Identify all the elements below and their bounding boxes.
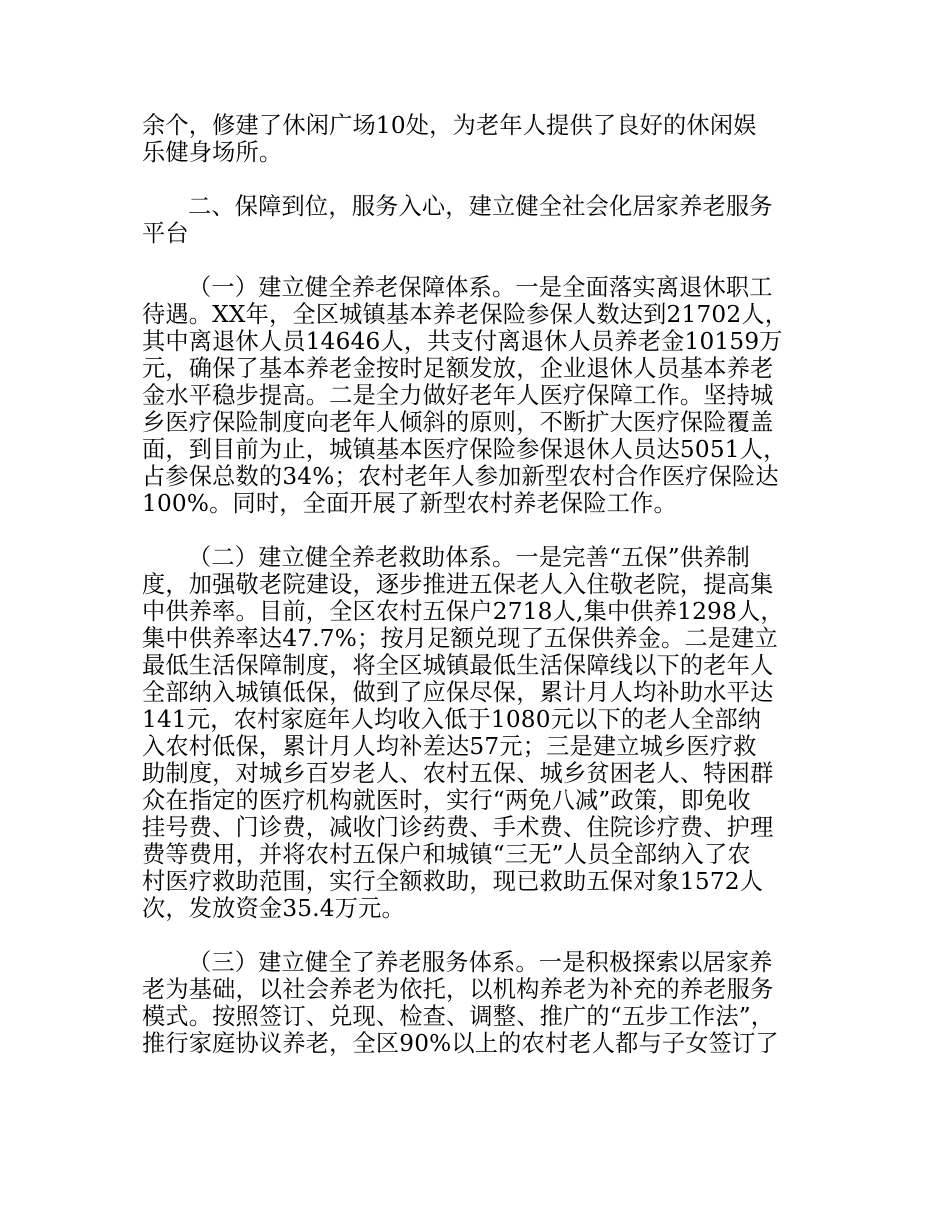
paragraph-service-system: [142, 949, 814, 1057]
text-line: 平台: [142, 220, 189, 247]
text-line: 推行家庭协议养老，全区90%以上的农村老人都与子女签订了: [142, 1030, 779, 1057]
text-line: 141元，农村家庭年人均收入低于1080元以下的老人全部纳: [142, 706, 762, 733]
text-line: 乐健身场所。: [142, 139, 283, 166]
text-line: 二、保障到位，服务入心，建立健全社会化居家养老服务: [188, 193, 773, 220]
paragraph-spacer: [142, 247, 814, 274]
text-line: 费等费用，并将农村五保户和城镇“三无”人员全部纳入了农: [142, 841, 751, 868]
text-line: 众在指定的医疗机构就医时，实行“两免八减”政策，即免收: [142, 787, 751, 814]
text-line: 集中供养率达47.7%；按月足额兑现了五保供养金。二是建立: [142, 625, 778, 652]
text-line: 最低生活保障制度，将全区城镇最低生活保障线以下的老年人: [142, 652, 774, 679]
text-line: 入农村低保，累计月人均补差达57元；三是建立城乡医疗救: [142, 733, 757, 760]
paragraph-spacer: [142, 922, 814, 949]
text-line: （一）建立健全养老保障体系。一是全面落实离退休职工: [188, 274, 773, 301]
text-line: 度，加强敬老院建设，逐步推进五保老人入住敬老院，提高集: [142, 571, 774, 598]
text-line: 面，到目前为止，城镇基本医疗保险参保退休人员达5051人，: [142, 436, 787, 463]
text-line: 余个，修建了休闲广场10处，为老年人提供了良好的休闲娱: [142, 112, 757, 139]
section-heading-two: [142, 193, 814, 247]
text-line: （三）建立健全了养老服务体系。一是积极探索以居家养: [188, 949, 773, 976]
text-line: 挂号费、门诊费，减收门诊药费、手术费、住院诊疗费、护理: [142, 814, 774, 841]
paragraph-spacer: [142, 517, 814, 544]
text-line: 100%。同时，全面开展了新型农村养老保险工作。: [142, 490, 677, 517]
paragraph-spacer: [142, 166, 814, 193]
paragraph-leisure-squares: [142, 112, 814, 166]
text-line: 占参保总数的34%；农村老年人参加新型农村合作医疗保险达: [142, 463, 779, 490]
text-line: 村医疗救助范围，实行全额救助，现已救助五保对象1572人: [142, 868, 764, 895]
text-line: （二）建立健全养老救助体系。一是完善“五保”供养制: [188, 544, 751, 571]
text-line: 老为基础，以社会养老为依托，以机构养老为补充的养老服务: [142, 976, 774, 1003]
text-line: 中供养率。目前，全区农村五保户2718人,集中供养1298人，: [142, 598, 784, 625]
text-line: 待遇。XX年，全区城镇基本养老保险参保人数达到21702人，: [142, 301, 789, 328]
text-line: 其中离退休人员14646人，共支付离退休人员养老金10159万: [142, 328, 783, 355]
text-line: 乡医疗保险制度向老年人倾斜的原则，不断扩大医疗保险覆盖: [142, 409, 774, 436]
paragraph-relief-system: [142, 544, 814, 922]
text-line: 助制度，对城乡百岁老人、农村五保、城乡贫困老人、特困群: [142, 760, 774, 787]
text-line: 模式。按照签订、兑现、检查、调整、推广的“五步工作法”，: [142, 1003, 775, 1030]
paragraph-pension-security: [142, 274, 814, 517]
text-line: 全部纳入城镇低保，做到了应保尽保，累计月人均补助水平达: [142, 679, 774, 706]
document-body: [142, 112, 814, 1057]
text-line: 金水平稳步提高。二是全力做好老年人医疗保障工作。坚持城: [142, 382, 774, 409]
text-line: 次，发放资金35.4万元。: [142, 895, 405, 922]
text-line: 元，确保了基本养老金按时足额发放，企业退休人员基本养老: [142, 355, 774, 382]
